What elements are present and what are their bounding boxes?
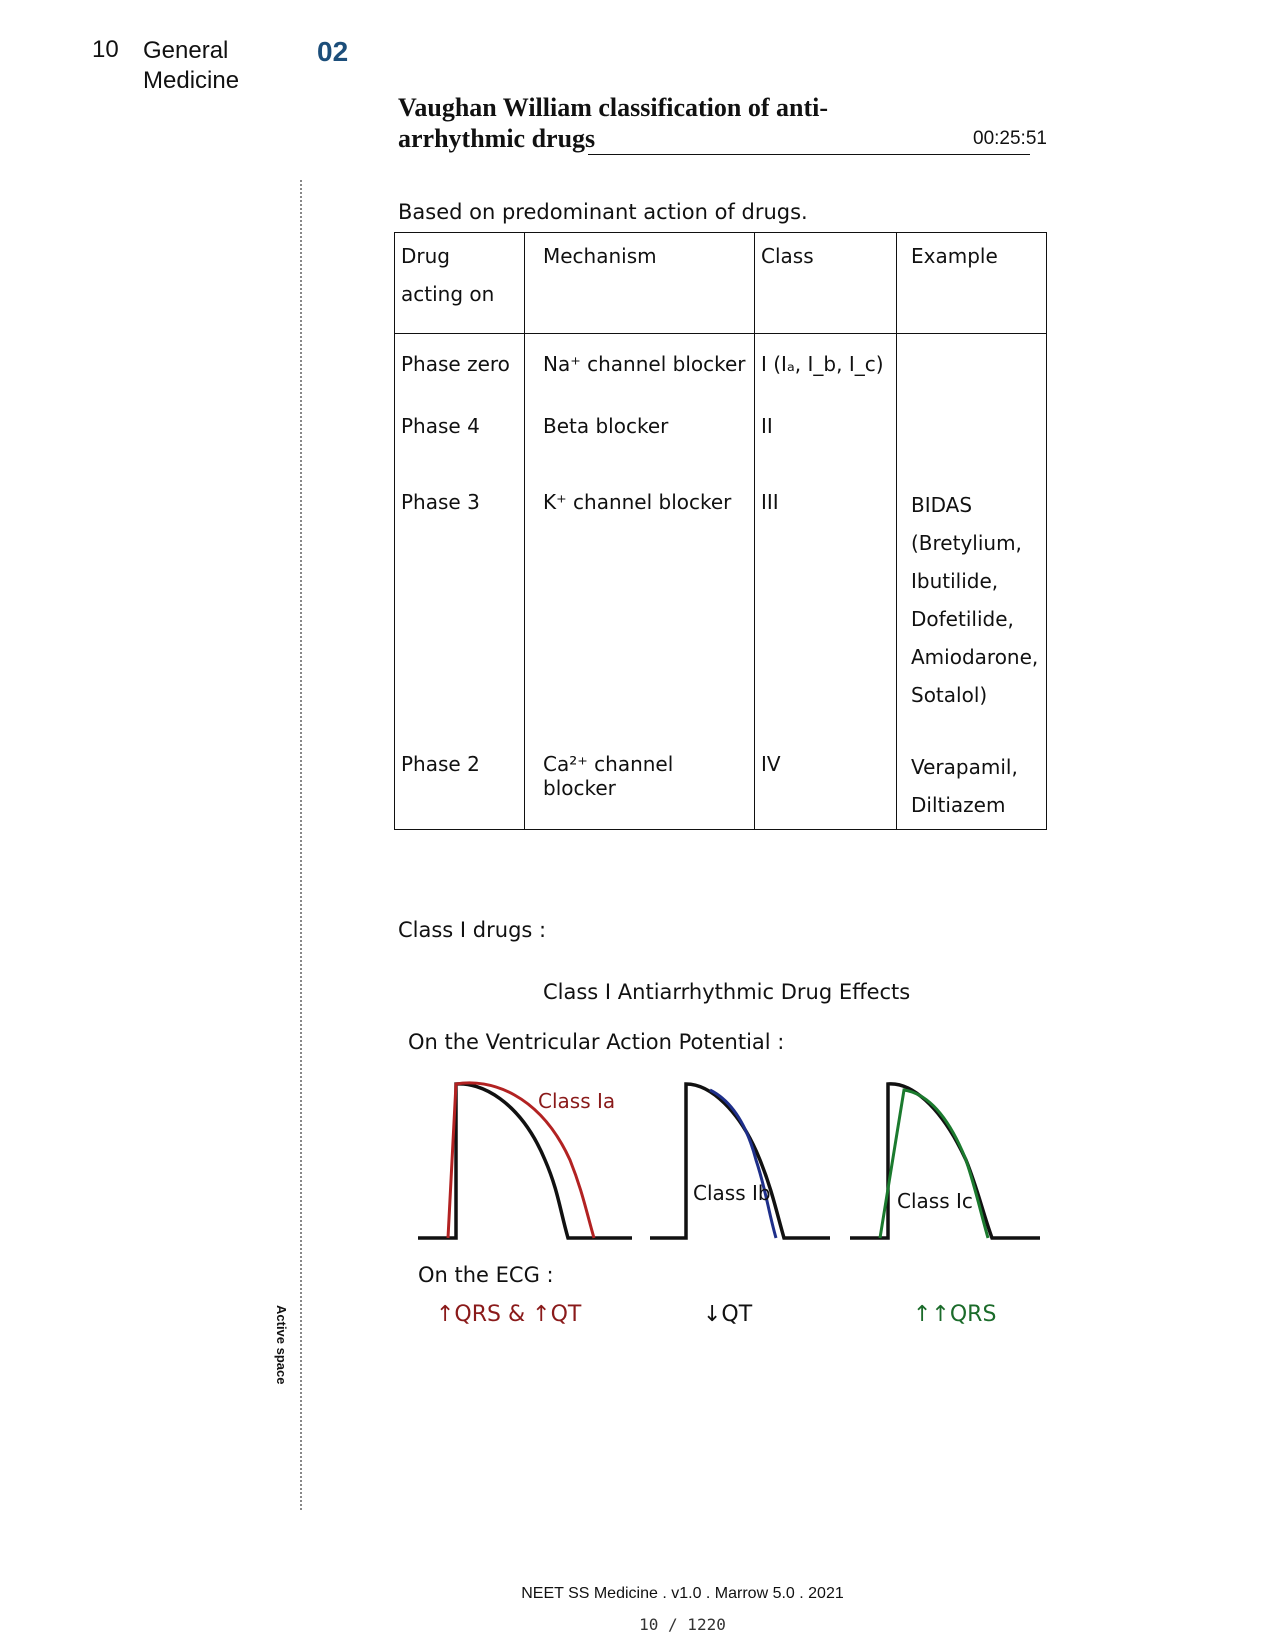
header-mechanism: Mechanism bbox=[525, 233, 755, 334]
footer-text: NEET SS Medicine . v1.0 . Marrow 5.0 . 2021 bbox=[521, 1585, 844, 1602]
class-ic-ap-curve bbox=[880, 1090, 988, 1238]
cell-example: Verapamil, Diltiazem bbox=[897, 748, 1047, 830]
video-timestamp[interactable]: 00:25:51 bbox=[973, 128, 1047, 149]
intro-text: Based on predominant action of drugs. bbox=[398, 200, 808, 224]
page-number: 10 bbox=[92, 36, 119, 63]
cell-mechanism: Ca²⁺ channel blocker bbox=[525, 748, 755, 830]
cell-class: I (Iₐ, I_b, I_c) bbox=[755, 334, 897, 410]
cell-class: II bbox=[755, 410, 897, 486]
page-title: Vaughan William classification of anti-arrhythmic drugs bbox=[398, 93, 829, 153]
figure-title: Class I Antiarrhythmic Drug Effects bbox=[543, 980, 911, 1004]
class-ib-label: Class Ib bbox=[693, 1181, 771, 1205]
action-potential-figure bbox=[410, 1060, 1050, 1250]
ecg-effect-class-ib: ↓QT bbox=[703, 1302, 753, 1327]
ecg-effect-class-ia: ↑QRS & ↑QT bbox=[436, 1302, 582, 1327]
baseline-ap-curve bbox=[650, 1084, 830, 1238]
cell-example bbox=[897, 334, 1047, 410]
class-ic-panel bbox=[850, 1084, 1040, 1238]
cell-example bbox=[897, 410, 1047, 486]
header-example: Example bbox=[897, 233, 1047, 334]
cell-class: III bbox=[755, 486, 897, 748]
baseline-ap-curve bbox=[850, 1084, 1040, 1238]
class-ia-label: Class Ia bbox=[538, 1089, 616, 1113]
classification-table bbox=[394, 232, 1047, 830]
ventricular-ap-label: On the Ventricular Action Potential : bbox=[408, 1030, 785, 1054]
class-ic-label: Class Ic bbox=[897, 1189, 973, 1213]
table-row bbox=[395, 486, 1047, 748]
table-row bbox=[395, 410, 1047, 486]
cell-example: BIDAS (Bretylium, Ibutilide, Dofetilide, Amiodarone, Sotalol) bbox=[897, 486, 1047, 748]
cell-mechanism: K⁺ channel blocker bbox=[525, 486, 755, 748]
page-indicator: 10 / 1220 bbox=[639, 1615, 726, 1634]
cell-class: IV bbox=[755, 748, 897, 830]
cell-acting-on: Phase zero bbox=[395, 334, 525, 410]
cell-acting-on: Phase 3 bbox=[395, 486, 525, 748]
chapter-number: 02 bbox=[317, 36, 349, 67]
table-row bbox=[395, 334, 1047, 410]
class1-heading: Class I drugs : bbox=[398, 918, 547, 942]
class-ib-panel bbox=[650, 1084, 830, 1238]
active-space-guide bbox=[300, 180, 302, 1510]
subject-title: General Medicine bbox=[143, 37, 240, 94]
title-underline bbox=[588, 154, 1030, 155]
cell-mechanism: Beta blocker bbox=[525, 410, 755, 486]
cell-acting-on: Phase 2 bbox=[395, 748, 525, 830]
table-row bbox=[395, 748, 1047, 830]
ecg-label: On the ECG : bbox=[418, 1263, 554, 1287]
header-drug-acting-on: Drug acting on bbox=[395, 233, 525, 334]
active-space-label: Active space bbox=[274, 1305, 289, 1385]
header-class: Class bbox=[755, 233, 897, 334]
class-ib-ap-curve bbox=[710, 1090, 776, 1238]
class-ia-panel bbox=[418, 1083, 632, 1238]
cell-acting-on: Phase 4 bbox=[395, 410, 525, 486]
cell-mechanism: Na⁺ channel blocker bbox=[525, 334, 755, 410]
ecg-effect-class-ic: ↑↑QRS bbox=[913, 1302, 997, 1327]
